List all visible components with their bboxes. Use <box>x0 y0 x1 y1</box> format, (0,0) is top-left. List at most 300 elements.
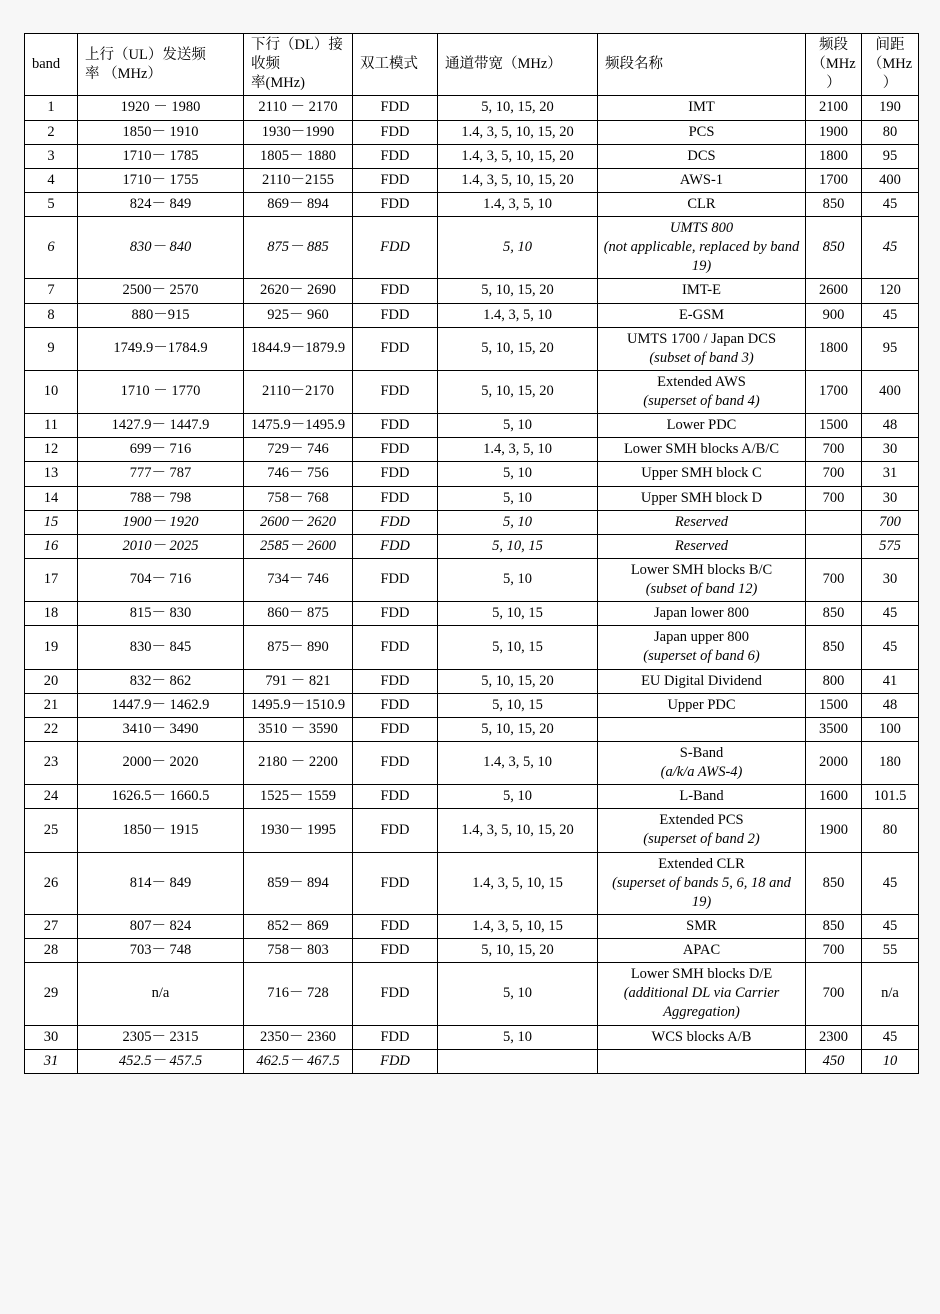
column-header-band <box>25 34 78 96</box>
cell-ul: 1710－ 1755 <box>78 168 244 192</box>
cell-duplex: FDD <box>353 693 438 717</box>
cell-bw: 5, 10, 15, 20 <box>438 939 598 963</box>
cell-duplex: FDD <box>353 370 438 413</box>
header-line-2: 率(MHz) <box>251 75 305 92</box>
cell-gap: 95 <box>862 144 919 168</box>
cell-dl: 1844.9－1879.9 <box>244 327 353 370</box>
cell-ul: 815－ 830 <box>78 602 244 626</box>
table-row <box>25 534 919 558</box>
column-header-gap <box>862 34 919 96</box>
cell-duplex: FDD <box>353 1025 438 1049</box>
cell-ul: 1920 － 1980 <box>78 96 244 120</box>
cell-ul: 2305－ 2315 <box>78 1025 244 1049</box>
cell-dl: 729－ 746 <box>244 438 353 462</box>
band-name-note: (subset of band 12) <box>645 581 758 597</box>
header-line-1: 通道带宽（MHz） <box>445 56 562 73</box>
band-name-main: AWS-1 <box>679 171 724 188</box>
cell-ul: 832－ 862 <box>78 669 244 693</box>
cell-duplex: FDD <box>353 963 438 1025</box>
cell-name <box>598 486 806 510</box>
table-row <box>25 120 919 144</box>
band-name-main: Reserved <box>674 537 729 554</box>
cell-duplex: FDD <box>353 327 438 370</box>
cell-band: 2 <box>25 120 78 144</box>
cell-duplex: FDD <box>353 914 438 938</box>
table-row <box>25 693 919 717</box>
cell-bw: 1.4, 3, 5, 10, 15, 20 <box>438 144 598 168</box>
cell-band: 14 <box>25 486 78 510</box>
cell-freq: 1900 <box>806 809 862 852</box>
cell-ul: n/a <box>78 963 244 1025</box>
cell-band: 13 <box>25 462 78 486</box>
band-name-note: (a/k/a AWS-4) <box>660 764 743 780</box>
band-name-main: EU Digital Dividend <box>641 672 762 689</box>
cell-freq: 700 <box>806 438 862 462</box>
cell-band: 1 <box>25 96 78 120</box>
cell-ul: 704－ 716 <box>78 558 244 601</box>
cell-gap: 45 <box>862 602 919 626</box>
table-row <box>25 414 919 438</box>
band-name-main: E-GSM <box>678 306 725 323</box>
cell-freq: 850 <box>806 626 862 669</box>
cell-band: 8 <box>25 303 78 327</box>
cell-band: 11 <box>25 414 78 438</box>
table-row <box>25 486 919 510</box>
cell-duplex: FDD <box>353 939 438 963</box>
cell-dl: 859－ 894 <box>244 852 353 914</box>
band-name-main: Extended CLR <box>658 855 745 872</box>
cell-bw: 5, 10 <box>438 963 598 1025</box>
cell-freq: 850 <box>806 192 862 216</box>
cell-ul: 452.5－ 457.5 <box>78 1049 244 1073</box>
cell-freq: 850 <box>806 602 862 626</box>
cell-dl: 875－ 890 <box>244 626 353 669</box>
cell-name <box>598 1049 806 1073</box>
cell-duplex: FDD <box>353 809 438 852</box>
cell-band: 21 <box>25 693 78 717</box>
cell-freq: 700 <box>806 939 862 963</box>
cell-freq: 700 <box>806 963 862 1025</box>
cell-ul: 1900－ 1920 <box>78 510 244 534</box>
band-name-note: (superset of bands 5, 6, 18 and 19) <box>612 874 791 910</box>
cell-gap: 41 <box>862 669 919 693</box>
header-line-1: 双工模式 <box>360 56 418 73</box>
cell-name <box>598 279 806 303</box>
header-line-1: 频段名称 <box>605 56 663 73</box>
table-row <box>25 558 919 601</box>
cell-duplex: FDD <box>353 558 438 601</box>
cell-name <box>598 168 806 192</box>
table-row <box>25 1025 919 1049</box>
cell-name <box>598 414 806 438</box>
band-name-note: (superset of band 2) <box>643 831 760 848</box>
cell-gap: 180 <box>862 741 919 784</box>
cell-duplex: FDD <box>353 217 438 279</box>
cell-freq: 850 <box>806 217 862 279</box>
cell-band: 3 <box>25 144 78 168</box>
cell-bw: 5, 10, 15, 20 <box>438 327 598 370</box>
cell-name <box>598 1025 806 1049</box>
cell-band: 26 <box>25 852 78 914</box>
cell-bw: 5, 10 <box>438 510 598 534</box>
column-header-downlink <box>244 34 353 96</box>
cell-band: 20 <box>25 669 78 693</box>
cell-band: 4 <box>25 168 78 192</box>
cell-dl: 758－ 803 <box>244 939 353 963</box>
band-name-main: Extended PCS <box>659 812 744 829</box>
cell-band: 5 <box>25 192 78 216</box>
cell-band: 22 <box>25 717 78 741</box>
cell-bw: 5, 10, 15, 20 <box>438 717 598 741</box>
cell-bw: 1.4, 3, 5, 10 <box>438 438 598 462</box>
cell-name <box>598 914 806 938</box>
table-row <box>25 438 919 462</box>
cell-gap: n/a <box>862 963 919 1025</box>
band-name-main: Lower SMH blocks D/E <box>630 966 773 983</box>
cell-gap: 100 <box>862 717 919 741</box>
cell-name <box>598 809 806 852</box>
cell-band: 23 <box>25 741 78 784</box>
cell-ul: 777－ 787 <box>78 462 244 486</box>
cell-ul: 880－915 <box>78 303 244 327</box>
cell-dl: 860－ 875 <box>244 602 353 626</box>
cell-name <box>598 785 806 809</box>
cell-gap: 400 <box>862 370 919 413</box>
cell-duplex: FDD <box>353 1049 438 1073</box>
cell-freq: 1500 <box>806 414 862 438</box>
header-line-1: 下行（DL）接收频 <box>251 37 343 73</box>
cell-bw: 5, 10 <box>438 414 598 438</box>
table-row <box>25 852 919 914</box>
cell-name <box>598 939 806 963</box>
band-name-main: Lower PDC <box>666 417 737 434</box>
cell-name <box>598 510 806 534</box>
table-row <box>25 1049 919 1073</box>
cell-duplex: FDD <box>353 414 438 438</box>
cell-freq: 2600 <box>806 279 862 303</box>
cell-name <box>598 462 806 486</box>
header-line-1: 频段 <box>819 37 848 53</box>
cell-dl: 3510 － 3590 <box>244 717 353 741</box>
cell-ul: 3410－ 3490 <box>78 717 244 741</box>
cell-ul: 1850－ 1915 <box>78 809 244 852</box>
band-name-note: (superset of band 6) <box>643 648 760 665</box>
cell-dl: 2620－ 2690 <box>244 279 353 303</box>
cell-dl: 1495.9－1510.9 <box>244 693 353 717</box>
cell-ul: 2000－ 2020 <box>78 741 244 784</box>
cell-freq: 700 <box>806 486 862 510</box>
cell-dl: 2600－ 2620 <box>244 510 353 534</box>
cell-bw: 1.4, 3, 5, 10, 15, 20 <box>438 120 598 144</box>
cell-name <box>598 534 806 558</box>
cell-dl: 852－ 869 <box>244 914 353 938</box>
cell-band: 9 <box>25 327 78 370</box>
cell-duplex: FDD <box>353 486 438 510</box>
cell-bw: 5, 10, 15, 20 <box>438 96 598 120</box>
cell-gap: 120 <box>862 279 919 303</box>
cell-ul: 814－ 849 <box>78 852 244 914</box>
column-header-duplex-mode <box>353 34 438 96</box>
band-name-main: Lower SMH blocks B/C <box>630 561 773 578</box>
cell-duplex: FDD <box>353 438 438 462</box>
table-row <box>25 809 919 852</box>
table-row <box>25 96 919 120</box>
table-row <box>25 168 919 192</box>
band-name-note: (not applicable, replaced by band 19) <box>603 239 800 275</box>
column-header-uplink <box>78 34 244 96</box>
cell-band: 19 <box>25 626 78 669</box>
cell-dl: 2180 － 2200 <box>244 741 353 784</box>
cell-freq: 1700 <box>806 370 862 413</box>
table-row <box>25 192 919 216</box>
cell-freq: 700 <box>806 462 862 486</box>
cell-ul: 830－ 840 <box>78 217 244 279</box>
cell-gap: 45 <box>862 303 919 327</box>
column-header-frequency <box>806 34 862 96</box>
table-row <box>25 462 919 486</box>
cell-gap: 30 <box>862 438 919 462</box>
cell-freq: 1800 <box>806 144 862 168</box>
cell-ul: 1850－ 1910 <box>78 120 244 144</box>
table-row <box>25 741 919 784</box>
cell-ul: 2500－ 2570 <box>78 279 244 303</box>
cell-dl: 1525－ 1559 <box>244 785 353 809</box>
band-name-note: (superset of band 4) <box>643 393 760 409</box>
band-name-main: L-Band <box>679 788 724 805</box>
cell-dl: 2110－2170 <box>244 370 353 413</box>
cell-freq: 3500 <box>806 717 862 741</box>
cell-duplex: FDD <box>353 852 438 914</box>
cell-freq: 450 <box>806 1049 862 1073</box>
cell-gap: 95 <box>862 327 919 370</box>
cell-gap: 190 <box>862 96 919 120</box>
cell-duplex: FDD <box>353 669 438 693</box>
cell-dl: 1930－1990 <box>244 120 353 144</box>
cell-bw: 1.4, 3, 5, 10, 15 <box>438 852 598 914</box>
cell-bw: 5, 10 <box>438 785 598 809</box>
cell-duplex: FDD <box>353 192 438 216</box>
cell-bw: 5, 10, 15, 20 <box>438 370 598 413</box>
cell-duplex: FDD <box>353 462 438 486</box>
cell-dl: 1475.9－1495.9 <box>244 414 353 438</box>
cell-ul: 807－ 824 <box>78 914 244 938</box>
table-row <box>25 217 919 279</box>
cell-gap: 101.5 <box>862 785 919 809</box>
cell-name <box>598 303 806 327</box>
cell-bw: 5, 10 <box>438 486 598 510</box>
cell-freq: 850 <box>806 852 862 914</box>
cell-dl: 869－ 894 <box>244 192 353 216</box>
cell-bw: 1.4, 3, 5, 10 <box>438 192 598 216</box>
cell-name <box>598 717 806 741</box>
column-header-band-name <box>598 34 806 96</box>
cell-band: 30 <box>25 1025 78 1049</box>
band-name-note: (subset of band 3) <box>649 349 754 366</box>
band-name-main: APAC <box>682 942 721 958</box>
cell-band: 10 <box>25 370 78 413</box>
cell-duplex: FDD <box>353 120 438 144</box>
cell-duplex: FDD <box>353 96 438 120</box>
cell-duplex: FDD <box>353 717 438 741</box>
cell-dl: 925－ 960 <box>244 303 353 327</box>
table-body <box>25 96 919 1073</box>
cell-freq: 2100 <box>806 96 862 120</box>
cell-freq: 2300 <box>806 1025 862 1049</box>
cell-freq: 800 <box>806 669 862 693</box>
cell-freq: 700 <box>806 558 862 601</box>
cell-freq <box>806 510 862 534</box>
cell-gap: 55 <box>862 939 919 963</box>
band-name-main: UMTS 800 <box>669 220 734 236</box>
cell-band: 28 <box>25 939 78 963</box>
band-name-main: UMTS 1700 / Japan DCS <box>626 330 777 347</box>
table-row <box>25 963 919 1025</box>
cell-gap: 80 <box>862 809 919 852</box>
cell-freq: 2000 <box>806 741 862 784</box>
cell-ul: 699－ 716 <box>78 438 244 462</box>
table-row <box>25 279 919 303</box>
cell-name <box>598 438 806 462</box>
cell-name <box>598 370 806 413</box>
cell-bw: 5, 10, 15 <box>438 693 598 717</box>
cell-duplex: FDD <box>353 510 438 534</box>
cell-gap: 48 <box>862 693 919 717</box>
table-row <box>25 327 919 370</box>
cell-gap: 10 <box>862 1049 919 1073</box>
cell-gap: 575 <box>862 534 919 558</box>
cell-duplex: FDD <box>353 626 438 669</box>
cell-bw: 5, 10, 15 <box>438 534 598 558</box>
cell-dl: 875－ 885 <box>244 217 353 279</box>
cell-name <box>598 558 806 601</box>
cell-ul: 1447.9－ 1462.9 <box>78 693 244 717</box>
cell-gap: 45 <box>862 192 919 216</box>
table-row <box>25 144 919 168</box>
header-line-1: 上行（UL）发送频 <box>85 46 206 63</box>
cell-bw: 1.4, 3, 5, 10 <box>438 303 598 327</box>
header-line-1: band <box>32 56 61 73</box>
band-name-main: Extended AWS <box>657 373 746 390</box>
cell-bw: 5, 10 <box>438 558 598 601</box>
header-row <box>25 34 919 96</box>
band-name-main: CLR <box>687 195 716 212</box>
cell-gap: 45 <box>862 1025 919 1049</box>
cell-band: 24 <box>25 785 78 809</box>
cell-duplex: FDD <box>353 303 438 327</box>
band-name-main: IMT-E <box>682 282 721 299</box>
cell-bw: 5, 10 <box>438 217 598 279</box>
cell-bw: 1.4, 3, 5, 10, 15, 20 <box>438 168 598 192</box>
cell-bw: 1.4, 3, 5, 10, 15, 20 <box>438 809 598 852</box>
cell-dl: 1930－ 1995 <box>244 809 353 852</box>
band-name-main: Upper PDC <box>667 696 736 713</box>
table-row <box>25 626 919 669</box>
band-name-main: Lower SMH blocks A/B/C <box>623 441 780 458</box>
band-name-main: Reserved <box>674 513 729 530</box>
band-name-main: Japan upper 800 <box>653 629 750 646</box>
table-header <box>25 34 919 96</box>
cell-duplex: FDD <box>353 279 438 303</box>
cell-freq: 1500 <box>806 693 862 717</box>
cell-band: 27 <box>25 914 78 938</box>
cell-name <box>598 327 806 370</box>
cell-band: 29 <box>25 963 78 1025</box>
cell-freq <box>806 534 862 558</box>
header-line-1: 间距 <box>875 37 905 53</box>
cell-name <box>598 120 806 144</box>
cell-duplex: FDD <box>353 785 438 809</box>
cell-dl: 1805－ 1880 <box>244 144 353 168</box>
table-row <box>25 510 919 534</box>
cell-gap: 48 <box>862 414 919 438</box>
cell-bw: 5, 10, 15 <box>438 602 598 626</box>
cell-ul: 788－ 798 <box>78 486 244 510</box>
cell-name <box>598 963 806 1025</box>
cell-name <box>598 602 806 626</box>
cell-duplex: FDD <box>353 741 438 784</box>
cell-bw: 1.4, 3, 5, 10, 15 <box>438 914 598 938</box>
table-row <box>25 303 919 327</box>
table-row <box>25 717 919 741</box>
cell-band: 17 <box>25 558 78 601</box>
cell-ul: 824－ 849 <box>78 192 244 216</box>
cell-gap: 45 <box>862 626 919 669</box>
cell-duplex: FDD <box>353 534 438 558</box>
cell-duplex: FDD <box>353 602 438 626</box>
cell-ul: 2010－ 2025 <box>78 534 244 558</box>
band-name-main: Japan lower 800 <box>653 605 750 622</box>
cell-bw <box>438 1049 598 1073</box>
band-name-main: IMT <box>688 99 715 116</box>
cell-band: 31 <box>25 1049 78 1073</box>
band-name-main: WCS blocks A/B <box>651 1028 752 1045</box>
cell-bw: 5, 10, 15 <box>438 626 598 669</box>
cell-ul: 830－ 845 <box>78 626 244 669</box>
cell-dl: 746－ 756 <box>244 462 353 486</box>
cell-dl: 2110－2155 <box>244 168 353 192</box>
cell-dl: 758－ 768 <box>244 486 353 510</box>
cell-freq: 900 <box>806 303 862 327</box>
cell-ul: 1626.5－ 1660.5 <box>78 785 244 809</box>
cell-gap: 45 <box>862 914 919 938</box>
header-line-2: 率 （MHz） <box>85 65 162 82</box>
cell-ul: 1749.9－1784.9 <box>78 327 244 370</box>
cell-dl: 462.5－ 467.5 <box>244 1049 353 1073</box>
cell-gap: 31 <box>862 462 919 486</box>
band-name-main: S-Band <box>679 744 724 761</box>
cell-dl: 716－ 728 <box>244 963 353 1025</box>
cell-name <box>598 192 806 216</box>
cell-gap: 80 <box>862 120 919 144</box>
band-name-note: (additional DL via Carrier Aggregation) <box>623 985 780 1021</box>
table-row <box>25 370 919 413</box>
cell-ul: 1427.9－ 1447.9 <box>78 414 244 438</box>
cell-band: 25 <box>25 809 78 852</box>
band-name-main: SMR <box>686 917 717 934</box>
cell-freq: 1800 <box>806 327 862 370</box>
header-line-2: （MHz） <box>867 56 913 92</box>
cell-bw: 5, 10, 15, 20 <box>438 669 598 693</box>
cell-name <box>598 626 806 669</box>
cell-duplex: FDD <box>353 168 438 192</box>
cell-name <box>598 217 806 279</box>
cell-ul: 1710－ 1785 <box>78 144 244 168</box>
cell-name <box>598 144 806 168</box>
cell-band: 7 <box>25 279 78 303</box>
cell-bw: 5, 10, 15, 20 <box>438 279 598 303</box>
cell-band: 18 <box>25 602 78 626</box>
cell-band: 15 <box>25 510 78 534</box>
